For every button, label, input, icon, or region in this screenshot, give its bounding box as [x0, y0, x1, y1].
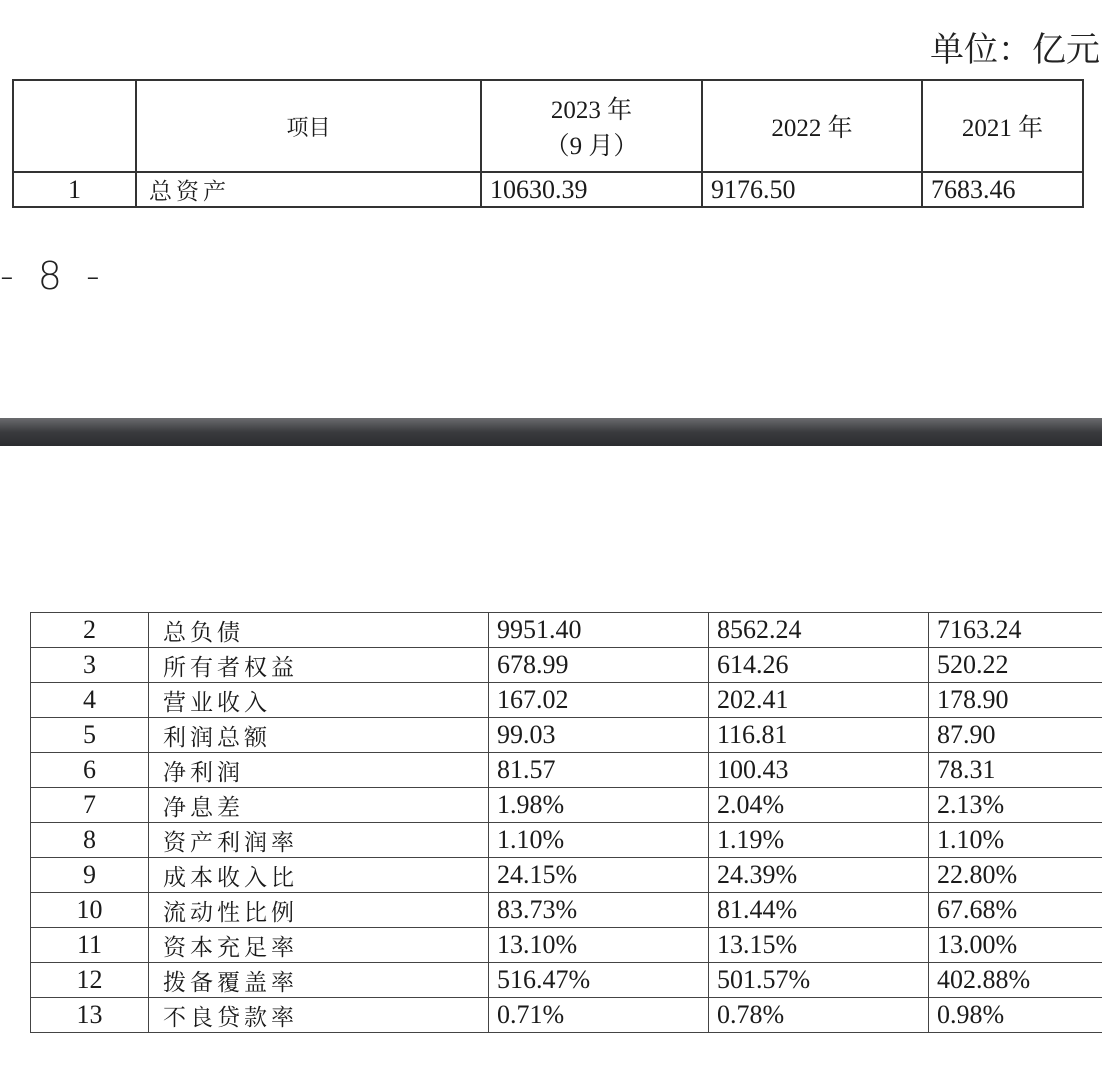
row-value-2022: 24.39% [709, 858, 929, 893]
row-no: 6 [31, 753, 149, 788]
row-item: 净息差 [149, 788, 489, 823]
row-item: 拨备覆盖率 [149, 963, 489, 998]
financial-table-part-1 [12, 79, 1084, 208]
row-value-2021: 78.31 [929, 753, 1102, 788]
row-item: 净利润 [149, 753, 489, 788]
row-value-2022: 501.57% [709, 963, 929, 998]
row-no: 13 [31, 998, 149, 1033]
header-2022: 2022 年 [702, 80, 922, 172]
row-value-2022: 614.26 [709, 648, 929, 683]
row-no: 5 [31, 718, 149, 753]
row-value-2023: 9951.40 [489, 613, 709, 648]
table-row [31, 998, 1102, 1033]
header-item: 项目 [136, 80, 481, 172]
row-value-2021: 2.13% [929, 788, 1102, 823]
page-divider-bar [0, 418, 1102, 446]
row-value-2023: 10630.39 [481, 172, 702, 207]
row-value-2021: 67.68% [929, 893, 1102, 928]
row-no: 2 [31, 613, 149, 648]
row-no: 11 [31, 928, 149, 963]
table-row [13, 172, 1083, 207]
row-item: 总资产 [136, 172, 481, 207]
row-item: 所有者权益 [149, 648, 489, 683]
row-no: 10 [31, 893, 149, 928]
row-no: 9 [31, 858, 149, 893]
row-value-2021: 402.88% [929, 963, 1102, 998]
table-row [31, 963, 1102, 998]
table-row [31, 683, 1102, 718]
table-header-row [13, 80, 1083, 172]
row-no: 3 [31, 648, 149, 683]
row-item: 资产利润率 [149, 823, 489, 858]
row-value-2021: 0.98% [929, 998, 1102, 1033]
row-value-2021: 22.80% [929, 858, 1102, 893]
table-row [31, 893, 1102, 928]
row-item: 资本充足率 [149, 928, 489, 963]
row-value-2021: 520.22 [929, 648, 1102, 683]
header-2023-year: 2023 年 [550, 97, 633, 124]
row-item: 利润总额 [149, 718, 489, 753]
row-value-2023: 83.73% [489, 893, 709, 928]
row-item: 成本收入比 [149, 858, 489, 893]
row-value-2022: 13.15% [709, 928, 929, 963]
row-item: 不良贷款率 [149, 998, 489, 1033]
row-value-2022: 100.43 [709, 753, 929, 788]
row-value-2021: 7163.24 [929, 613, 1102, 648]
row-no: 7 [31, 788, 149, 823]
header-2023 [481, 80, 702, 172]
table-row [31, 613, 1102, 648]
row-value-2022: 9176.50 [702, 172, 922, 207]
row-value-2022: 81.44% [709, 893, 929, 928]
row-value-2021: 1.10% [929, 823, 1102, 858]
row-value-2021: 7683.46 [922, 172, 1083, 207]
row-item: 营业收入 [149, 683, 489, 718]
table-row [31, 858, 1102, 893]
page-number: - 8 - [0, 254, 106, 298]
row-item: 流动性比例 [149, 893, 489, 928]
table-row [31, 928, 1102, 963]
row-no: 4 [31, 683, 149, 718]
row-value-2023: 99.03 [489, 718, 709, 753]
row-no: 8 [31, 823, 149, 858]
row-value-2022: 1.19% [709, 823, 929, 858]
row-value-2021: 87.90 [929, 718, 1102, 753]
row-value-2023: 81.57 [489, 753, 709, 788]
row-value-2023: 1.98% [489, 788, 709, 823]
table-row [31, 788, 1102, 823]
row-value-2021: 13.00% [929, 928, 1102, 963]
row-value-2023: 24.15% [489, 858, 709, 893]
row-value-2023: 167.02 [489, 683, 709, 718]
header-no-cell [13, 80, 136, 172]
row-no: 12 [31, 963, 149, 998]
row-value-2022: 0.78% [709, 998, 929, 1033]
row-value-2023: 1.10% [489, 823, 709, 858]
row-value-2022: 2.04% [709, 788, 929, 823]
row-value-2023: 0.71% [489, 998, 709, 1033]
row-value-2022: 202.41 [709, 683, 929, 718]
unit-label: 单位：亿元 [930, 30, 1100, 70]
row-value-2021: 178.90 [929, 683, 1102, 718]
table-row [31, 718, 1102, 753]
row-value-2023: 678.99 [489, 648, 709, 683]
row-value-2023: 516.47% [489, 963, 709, 998]
row-value-2022: 8562.24 [709, 613, 929, 648]
header-2023-month: （9 月） [544, 133, 639, 160]
header-2021: 2021 年 [922, 80, 1083, 172]
row-no: 1 [13, 172, 136, 207]
financial-table-part-2 [30, 612, 1102, 1033]
row-value-2022: 116.81 [709, 718, 929, 753]
table-row [31, 823, 1102, 858]
row-value-2023: 13.10% [489, 928, 709, 963]
row-item: 总负债 [149, 613, 489, 648]
table-row [31, 648, 1102, 683]
table-row [31, 753, 1102, 788]
